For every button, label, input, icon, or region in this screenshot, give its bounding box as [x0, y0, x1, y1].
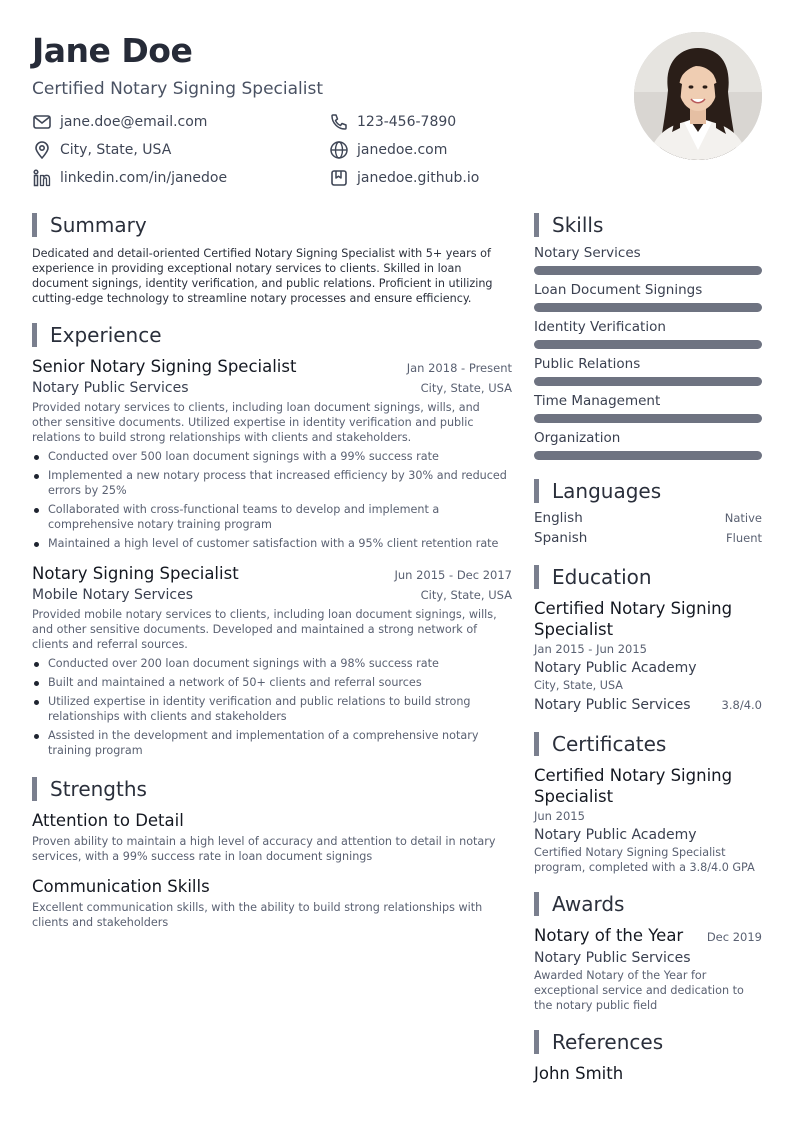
- skill-item: [534, 429, 762, 460]
- profile-photo: [634, 32, 762, 160]
- job-bullet: Collaborated with cross-functional teams to develop and implement a comprehensive notary training program: [32, 502, 512, 532]
- skill-name: Notary Services: [534, 245, 641, 261]
- section-accent-bar: [534, 1030, 539, 1054]
- strengths-heading: [32, 776, 512, 802]
- job-bullets: [32, 449, 512, 551]
- skill-level-bar: [534, 340, 762, 349]
- skill-level-bar: [534, 451, 762, 460]
- education-gpa: 3.8/4.0: [721, 698, 762, 712]
- job-company: Mobile Notary Services: [32, 587, 194, 603]
- candidate-title: Certified Notary Signing Specialist: [32, 79, 323, 99]
- contact-phone[interactable]: [329, 110, 456, 134]
- certificate-description: Certified Notary Signing Specialist program, completed with a 3.8/4.0 GPA: [534, 846, 755, 874]
- strength-entry: [32, 876, 512, 930]
- skill-name: Public Relations: [534, 356, 641, 372]
- job-bullets: [32, 656, 512, 758]
- section-title-text: Strengths: [50, 777, 147, 801]
- skill-item: [534, 244, 762, 275]
- phone-text: 123-456-7890: [357, 114, 457, 130]
- certificates-heading: [534, 731, 762, 757]
- section-accent-bar: [534, 892, 539, 916]
- award-date: Dec 2019: [706, 930, 762, 944]
- skills-heading: [534, 212, 762, 238]
- skills-list: [534, 244, 762, 460]
- summary-heading: [32, 212, 512, 238]
- section-title-text: Summary: [50, 213, 147, 237]
- right-column: [534, 212, 762, 1084]
- award-issuer: Notary Public Services: [534, 950, 691, 966]
- contact-github[interactable]: [329, 166, 479, 190]
- job-title: Senior Notary Signing Specialist: [32, 357, 297, 376]
- strength-title: Communication Skills: [32, 877, 210, 896]
- strength-title: Attention to Detail: [32, 811, 184, 830]
- section-accent-bar: [534, 732, 539, 756]
- skill-name: Organization: [534, 430, 621, 446]
- section-accent-bar: [32, 323, 37, 347]
- job-bullet: Maintained a high level of customer satisfaction with a 95% client retention rate: [32, 536, 512, 551]
- skill-name: Identity Verification: [534, 319, 666, 335]
- strength-description: Excellent communication skills, with the ability to build strong relationships with clients and stakeholders: [32, 901, 483, 929]
- language-item: [534, 530, 762, 546]
- job-date: Jan 2018 - Present: [406, 361, 512, 375]
- github-icon: [329, 168, 349, 188]
- language-item: [534, 510, 762, 526]
- education-location: City, State, USA: [534, 679, 623, 692]
- award-title: Notary of the Year: [534, 926, 684, 945]
- job-description: Provided notary services to clients, including loan document signings, wills, and other sensitive documents. Utilized expertise in identity verification and public relations to build strong relationships with clients and stakeholders.: [32, 401, 480, 444]
- strength-entry: [32, 810, 512, 864]
- language-level: Fluent: [726, 531, 762, 545]
- section-accent-bar: [534, 565, 539, 589]
- certificate-entry: [534, 765, 762, 875]
- summary-text: Dedicated and detail-oriented Certified Notary Signing Specialist with 5+ years of experience in providing exceptional notary services to clients. Skilled in loan document signings, identity verification, and public relations. Proficient in utilizing cutting-edge technology to streamline notary processes and ensure efficiency.: [32, 247, 493, 305]
- awards-heading: [534, 891, 762, 917]
- job-title: Notary Signing Specialist: [32, 564, 239, 583]
- contact-website[interactable]: [329, 138, 447, 162]
- certificate-date: Jun 2015: [534, 809, 585, 823]
- contact-linkedin[interactable]: [32, 166, 227, 190]
- job-bullet: Built and maintained a network of 50+ clients and referral sources: [32, 675, 512, 690]
- job-bullet: Utilized expertise in identity verification and public relations to build strong relationships with clients and stakeholders: [32, 694, 512, 724]
- skill-item: [534, 318, 762, 349]
- section-accent-bar: [32, 777, 37, 801]
- section-title-text: Skills: [552, 213, 604, 237]
- section-title-text: References: [552, 1030, 664, 1054]
- job-company: Notary Public Services: [32, 380, 189, 396]
- experience-entry: [32, 563, 512, 758]
- phone-icon: [329, 112, 349, 132]
- strength-description: Proven ability to maintain a high level of accuracy and attention to detail in notary services, with a 99% success rate in loan document signings: [32, 835, 496, 863]
- education-org: Notary Public Services: [534, 697, 691, 713]
- language-level: Native: [724, 511, 762, 525]
- location-icon: [32, 140, 52, 160]
- language-name: English: [534, 510, 583, 526]
- section-title-text: Education: [552, 565, 652, 589]
- section-title-text: Certificates: [552, 732, 667, 756]
- references-heading: [534, 1029, 762, 1055]
- job-bullet: Conducted over 500 loan document signings with a 99% success rate: [32, 449, 512, 464]
- skill-level-bar: [534, 266, 762, 275]
- job-date: Jun 2015 - Dec 2017: [394, 568, 512, 582]
- website-text: janedoe.com: [357, 142, 448, 158]
- globe-icon: [329, 140, 349, 160]
- certificate-issuer: Notary Public Academy: [534, 827, 697, 843]
- skill-level-bar: [534, 377, 762, 386]
- education-date: Jan 2015 - Jun 2015: [534, 642, 648, 656]
- job-location: City, State, USA: [420, 381, 512, 395]
- skill-item: [534, 355, 762, 386]
- languages-list: [534, 510, 762, 546]
- reference-name: John Smith: [534, 1064, 624, 1083]
- email-icon: [32, 112, 52, 132]
- linkedin-icon: [32, 168, 52, 188]
- resume-header: [32, 30, 632, 102]
- section-accent-bar: [534, 213, 539, 237]
- skill-item: [534, 281, 762, 312]
- contact-email[interactable]: [32, 110, 207, 134]
- education-school: Notary Public Academy: [534, 660, 697, 676]
- experience-entry: [32, 356, 512, 551]
- section-accent-bar: [534, 479, 539, 503]
- experience-heading: [32, 322, 512, 348]
- education-heading: [534, 564, 762, 590]
- email-text: jane.doe@email.com: [60, 114, 208, 130]
- job-bullet: Assisted in the development and implementation of a comprehensive notary training program: [32, 728, 512, 758]
- left-column: [32, 212, 512, 930]
- location-text: City, State, USA: [60, 142, 172, 158]
- languages-heading: [534, 478, 762, 504]
- job-bullet: Conducted over 200 loan document signings with a 98% success rate: [32, 656, 512, 671]
- github-text: janedoe.github.io: [357, 170, 480, 186]
- skill-level-bar: [534, 303, 762, 312]
- section-title-text: Languages: [552, 479, 662, 503]
- skill-name: Time Management: [534, 393, 661, 409]
- award-description: Awarded Notary of the Year for exceptional service and dedication to the notary public field: [534, 969, 744, 1012]
- education-degree: Certified Notary Signing Specialist: [534, 599, 733, 639]
- section-accent-bar: [32, 213, 37, 237]
- contact-location: [32, 138, 171, 162]
- award-entry: [534, 925, 762, 1013]
- certificate-title: Certified Notary Signing Specialist: [534, 766, 733, 806]
- skill-item: [534, 392, 762, 423]
- skill-name: Loan Document Signings: [534, 282, 703, 298]
- linkedin-text: linkedin.com/in/janedoe: [60, 170, 228, 186]
- job-bullet: Implemented a new notary process that increased efficiency by 30% and reduced errors by 25%: [32, 468, 512, 498]
- job-description: Provided mobile notary services to clients, including loan document signings, wills, and other sensitive documents. Developed and maintained a strong network of clients and referral sources.: [32, 608, 497, 651]
- language-name: Spanish: [534, 530, 588, 546]
- section-title-text: Experience: [50, 323, 162, 347]
- education-entry: [534, 598, 762, 713]
- section-title-text: Awards: [552, 892, 625, 916]
- candidate-name: Jane Doe: [32, 31, 193, 70]
- job-location: City, State, USA: [420, 588, 512, 602]
- skill-level-bar: [534, 414, 762, 423]
- reference-entry: [534, 1063, 762, 1084]
